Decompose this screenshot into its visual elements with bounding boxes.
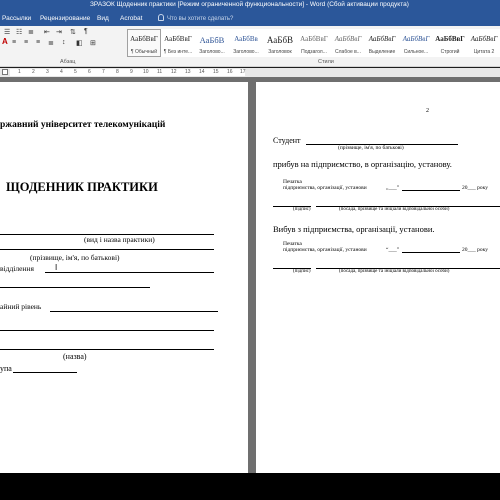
- decrease-indent-icon[interactable]: ⇤: [44, 29, 50, 36]
- date-line: [402, 190, 460, 191]
- style-heading-1[interactable]: [195, 29, 229, 57]
- signature-caption: (підпис): [293, 207, 311, 212]
- justify-icon[interactable]: ≣: [48, 40, 54, 47]
- style-title[interactable]: [263, 29, 297, 57]
- style-no-spacing[interactable]: [161, 29, 195, 57]
- bullets-icon[interactable]: ☰: [4, 29, 11, 36]
- sort-icon[interactable]: ⇅: [70, 29, 76, 36]
- ruler-number: 16: [227, 69, 233, 75]
- practice-type-caption: (вид і назва практики): [84, 235, 155, 244]
- student-label: Студент: [273, 136, 301, 145]
- ruler-number: 2: [32, 69, 35, 75]
- ruler-number: 6: [88, 69, 91, 75]
- style-sample: АаБбВвГ: [300, 35, 328, 43]
- document-area[interactable]: [0, 77, 500, 473]
- student-name-line: [0, 249, 214, 250]
- department-label: відділення: [0, 264, 34, 273]
- ruler-number: 5: [74, 69, 77, 75]
- tab-mailings[interactable]: Рассылки: [2, 15, 32, 22]
- position-caption-2: (посада, прізвище та ініціали відповідальної особи): [339, 269, 450, 274]
- title-bar: [0, 0, 500, 12]
- blank-line-3: [0, 349, 214, 350]
- style-name: Заголовок: [268, 49, 292, 55]
- tell-me-text: Что вы хотите сделать?: [167, 16, 234, 22]
- bottom-bar: [0, 473, 500, 500]
- style-sample: АаБбВ: [199, 35, 225, 45]
- ruler-number: 7: [102, 69, 105, 75]
- year-label: 20___ року: [462, 185, 488, 191]
- ruler-number: 12: [171, 69, 177, 75]
- ruler[interactable]: [0, 68, 500, 77]
- numbering-icon[interactable]: ☷: [16, 29, 23, 36]
- tell-me-search[interactable]: [158, 14, 233, 22]
- ruler-number: 17: [240, 69, 246, 75]
- ruler-number: 14: [199, 69, 205, 75]
- styles-group-label: Стили: [318, 59, 334, 65]
- tab-acrobat[interactable]: Acrobat: [120, 15, 143, 22]
- tab-view[interactable]: Вид: [97, 15, 109, 22]
- stamp-label: Печатка: [283, 179, 302, 185]
- style-emphasis[interactable]: [365, 29, 399, 57]
- style-sample: АаБбВвГ: [470, 35, 498, 43]
- style-name: Подзагол...: [301, 49, 327, 55]
- style-name: ¶ Без инте...: [163, 49, 193, 55]
- style-sample: АаБбВвГ: [402, 35, 430, 43]
- ribbon-tabs: [0, 12, 500, 26]
- tab-review[interactable]: Рецензирование: [40, 15, 91, 22]
- style-sample: АаБбВвГ: [130, 35, 158, 43]
- style-subtle-emphasis[interactable]: [331, 29, 365, 57]
- arrived-text: прибув на підприємство, в організацію, установу.: [273, 159, 452, 169]
- style-sample: АаБбВвГ: [334, 35, 362, 43]
- group-label: упа: [0, 364, 12, 373]
- ruler-number: 1: [18, 69, 21, 75]
- style-strong[interactable]: [433, 29, 467, 57]
- date-line-2: [402, 252, 460, 253]
- style-intense-emphasis[interactable]: [399, 29, 433, 57]
- style-sample: АаБбВв: [234, 35, 258, 43]
- ruler-number: 3: [46, 69, 49, 75]
- shading-icon[interactable]: ◧: [76, 40, 83, 47]
- style-name: ¶ Обычный: [130, 49, 158, 55]
- blank-line: [0, 287, 150, 288]
- date-quote: „___”: [386, 185, 400, 191]
- window-title: ЗРАЗОК Щоденник практики [Режим ограниченной функциональности] - Word (Сбой активации продукта): [90, 1, 409, 8]
- student-name-caption: (прізвище, ім'я, по батькові): [30, 253, 120, 262]
- date-quote-2: “___”: [386, 247, 400, 253]
- style-heading-2[interactable]: [229, 29, 263, 57]
- department-line: [45, 272, 214, 273]
- style-name: Заголово...: [199, 49, 225, 55]
- style-name: Заголово...: [233, 49, 259, 55]
- student-caption: (прізвище, ім'я, по батькові): [338, 145, 404, 151]
- line-spacing-icon[interactable]: ↕: [62, 39, 66, 46]
- level-label: айний рівень: [0, 302, 42, 311]
- tab-stop-selector[interactable]: [2, 69, 8, 75]
- style-sample: АаБбВвГ: [435, 35, 465, 43]
- align-center-icon[interactable]: ≡: [24, 39, 29, 46]
- lightbulb-icon: [158, 14, 164, 21]
- style-name: Цитата 2: [473, 49, 495, 55]
- align-left-icon[interactable]: ≡: [12, 39, 17, 46]
- style-sample: АаБбВвГ: [164, 35, 192, 43]
- style-normal[interactable]: [127, 29, 161, 57]
- stamp-org-label: підприємства, організації, установи: [283, 185, 367, 191]
- style-name: Слабое в...: [335, 49, 361, 55]
- level-line: [50, 311, 218, 312]
- ruler-number: 9: [130, 69, 133, 75]
- text-cursor-icon: I: [55, 263, 58, 272]
- position-caption: (посада, прізвище та ініціали відповідальної особи): [339, 207, 450, 212]
- year-label-2: 20___ року: [462, 247, 488, 253]
- font-color-icon[interactable]: A: [2, 37, 8, 46]
- show-marks-icon[interactable]: ¶: [84, 28, 88, 35]
- style-quote-2[interactable]: [467, 29, 500, 57]
- document-heading: ЩОДЕННИК ПРАКТИКИ: [6, 180, 158, 194]
- ribbon: [0, 26, 500, 67]
- stamp-org-label-2: підприємства, організації, установи: [283, 247, 367, 253]
- group-line: [13, 372, 77, 373]
- name-caption: (назва): [63, 352, 87, 361]
- multilevel-list-icon[interactable]: ≣: [28, 29, 34, 36]
- stamp-label-2: Печатка: [283, 241, 302, 247]
- signature-caption-2: (підпис): [293, 269, 311, 274]
- ruler-number: 13: [185, 69, 191, 75]
- style-name: Сильное...: [403, 49, 429, 55]
- university-name: ржавний університет телекомунікацій: [0, 120, 166, 130]
- style-subtitle[interactable]: [297, 29, 331, 57]
- ruler-number: 10: [143, 69, 149, 75]
- increase-indent-icon[interactable]: ⇥: [56, 29, 62, 36]
- page-2[interactable]: [256, 82, 500, 473]
- blank-line-2: [0, 330, 214, 331]
- style-sample: АаБбВвГ: [368, 35, 396, 43]
- style-name: Строгий: [440, 49, 460, 55]
- page-1[interactable]: [0, 82, 248, 473]
- ruler-number: 4: [60, 69, 63, 75]
- style-name: Выделение: [368, 49, 396, 55]
- page-number: 2: [426, 108, 429, 114]
- paragraph-group-label: Абзац: [60, 59, 76, 65]
- borders-icon[interactable]: ⊞: [90, 40, 96, 47]
- ruler-number: 15: [213, 69, 219, 75]
- ruler-number: 11: [157, 69, 163, 75]
- departed-text: Вибув з підприємства, організації, установи.: [273, 224, 435, 234]
- style-sample: АаБбВ: [266, 35, 294, 45]
- align-right-icon[interactable]: ≡: [36, 39, 41, 46]
- ruler-number: 8: [116, 69, 119, 75]
